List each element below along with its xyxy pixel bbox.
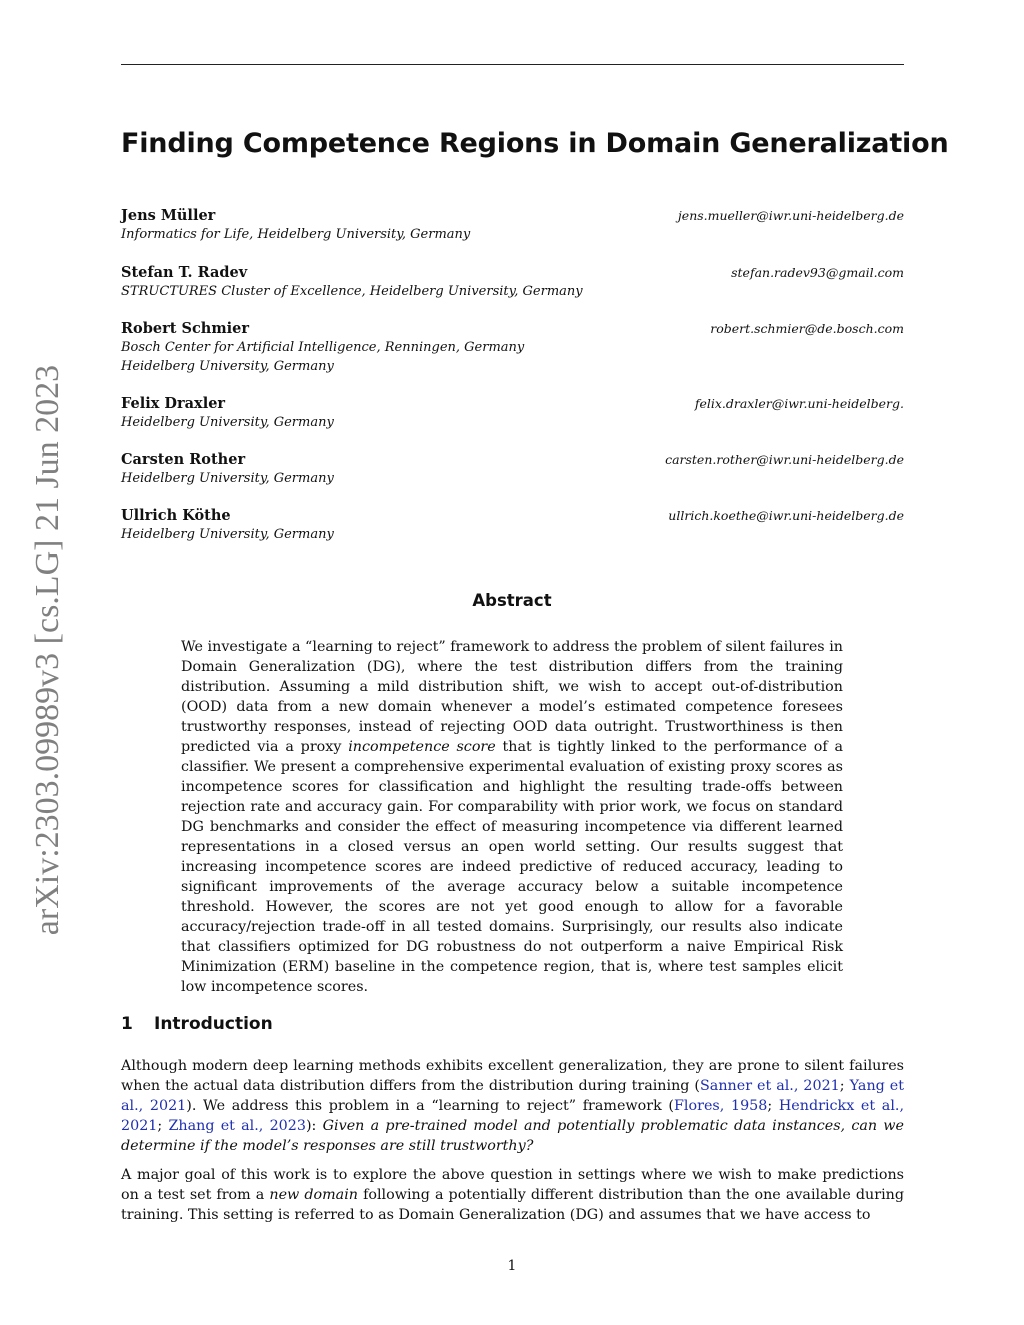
- author-name: Felix Draxler: [121, 395, 226, 412]
- body-text: following a potentially different distribution than the one available during training. This setting is referred to as Domain Generalization (DG) and assumes that we have access to: [121, 1187, 905, 1223]
- header-rule: [121, 64, 904, 65]
- arxiv-stamp: arXiv:2303.09989v3 [cs.LG] 21 Jun 2023: [29, 364, 66, 936]
- author-affiliation: Heidelberg University, Germany: [121, 415, 334, 430]
- body-text: Although modern deep learning methods exhibits excellent generalization, they are prone to silent failures when the actual data distribution differs from the distribution during training (: [121, 1058, 904, 1094]
- citation-author: Zhang et al.: [168, 1118, 259, 1134]
- body-emphasis: new domain: [269, 1187, 358, 1203]
- citation-link[interactable]: Hendrickx et al., 2021: [121, 1098, 904, 1134]
- author-affiliation: Heidelberg University, Germany: [121, 471, 334, 486]
- citation-link[interactable]: Yang et al., 2021: [121, 1078, 904, 1114]
- intro-paragraph: [121, 1165, 904, 1225]
- citation-year: 2023: [269, 1118, 306, 1134]
- section-number: 1: [121, 1014, 133, 1034]
- page-number: 1: [507, 1258, 517, 1274]
- paper-title: Finding Competence Regions in Domain Generalization: [121, 128, 949, 159]
- author-block: [121, 506, 904, 544]
- author-block: [121, 206, 904, 244]
- body-text: ):: [305, 1118, 317, 1134]
- body-text: A major goal of this work is to explore the above question in settings where we wish to make predictions on a test set from a: [121, 1167, 904, 1203]
- author-block: [121, 450, 904, 488]
- research-question: Given a pre-trained model and potentially problematic data instances, can we determine if the model’s responses are still trustworthy?: [121, 1118, 904, 1154]
- citation-author: Yang et al.: [121, 1078, 904, 1114]
- author-affiliation: Informatics for Life, Heidelberg University, Germany: [121, 227, 471, 242]
- citation-link[interactable]: Zhang et al., 2023: [168, 1118, 306, 1134]
- citation-year: 1958: [730, 1098, 768, 1114]
- author-name: Ullrich Köthe: [121, 507, 231, 524]
- section-heading: [121, 1014, 273, 1034]
- author-email[interactable]: jens.mueller@iwr.uni-heidelberg.de: [677, 208, 904, 223]
- author-block: [121, 319, 904, 376]
- abstract-text: [181, 637, 843, 997]
- author-affiliation: Heidelberg University, Germany: [121, 527, 334, 542]
- author-name: Robert Schmier: [121, 320, 250, 337]
- citation-author: Sanner et al.: [700, 1078, 794, 1094]
- abstract-text-part: We investigate a “learning to reject” framework to address the problem of silent failures in Domain Generalization (DG), where the test distribution differs from the training distribution. Assuming a mild distribution shift, we wish to accept out-of-distribution (OOD) data from a new domain whenever a model’s estimated competence foresees trustworthy responses, instead of rejecting OOD data outright. Trustworthiness is then predicted via a proxy: [181, 639, 843, 755]
- abstract-emphasis: incompetence score: [348, 739, 496, 755]
- author-email[interactable]: felix.draxler@iwr.uni-heidelberg.: [694, 396, 904, 411]
- abstract-text-part: that is tightly linked to the performance of a classifier. We present a comprehensive experimental evaluation of existing proxy scores as incompetence scores for classification and highlight the resulting trade-offs between rejection rate and accuracy gain. For comparability with prior work, we focus on standard DG benchmarks and consider the effect of measuring incompetence via different learned representations in a closed versus an open world setting. Our results suggest that increasing incompetence scores are indeed predictive of reduced accuracy, leading to significant improvements of the average accuracy below a suitable incompetence threshold. However, the scores are not yet good enough to allow for a favorable accuracy/rejection trade-off in all tested domains. Surprisingly, our results also indicate that classifiers optimized for DG robustness do not outperform a naive Empirical Risk Minimization (ERM) baseline in the competence region, that is, where test samples elicit low incompetence scores.: [181, 739, 843, 995]
- citation-year: 2021: [149, 1098, 187, 1114]
- author-email[interactable]: carsten.rother@iwr.uni-heidelberg.de: [665, 452, 904, 467]
- citation-author: Flores: [674, 1098, 720, 1114]
- author-affiliation: STRUCTURES Cluster of Excellence, Heidelberg University, Germany: [121, 284, 583, 299]
- author-name: Jens Müller: [121, 207, 216, 224]
- author-block: [121, 394, 904, 432]
- body-text: ). We address this problem in a “learning to reject” framework (: [186, 1098, 675, 1114]
- author-affiliation: Heidelberg University, Germany: [121, 359, 334, 374]
- author-email[interactable]: stefan.radev93@gmail.com: [731, 265, 904, 280]
- author-affiliation: Bosch Center for Artificial Intelligence, Renningen, Germany: [121, 340, 525, 355]
- author-name: Stefan T. Radev: [121, 264, 248, 281]
- citation-link[interactable]: Flores, 1958: [674, 1098, 768, 1114]
- author-name: Carsten Rother: [121, 451, 246, 468]
- abstract-heading: Abstract: [472, 591, 552, 610]
- author-email[interactable]: robert.schmier@de.bosch.com: [710, 321, 904, 336]
- citation-link[interactable]: Sanner et al., 2021: [700, 1078, 840, 1094]
- author-block: [121, 263, 904, 301]
- citation-year: 2021: [121, 1118, 158, 1134]
- section-title: Introduction: [154, 1014, 273, 1034]
- author-email[interactable]: ullrich.koethe@iwr.uni-heidelberg.de: [668, 508, 904, 523]
- citation-year: 2021: [803, 1078, 840, 1094]
- citation-author: Hendrickx et al.: [778, 1098, 900, 1114]
- intro-paragraph: Although modern deep learning methods exhibits excellent generalization, they are prone to silent failures when the actual data distribution differs from the distribution during training (Sanner et al., 2021; Yang et al., 2021). We address this problem in a “learning to reject” framework (Flores, 1958; Hendrickx et al., 2021; Zhang et al., 2023): Given a pre-trained model and potentially problematic data instances, can we determine if the model’s responses are still trustworthy?: [121, 1058, 904, 1154]
